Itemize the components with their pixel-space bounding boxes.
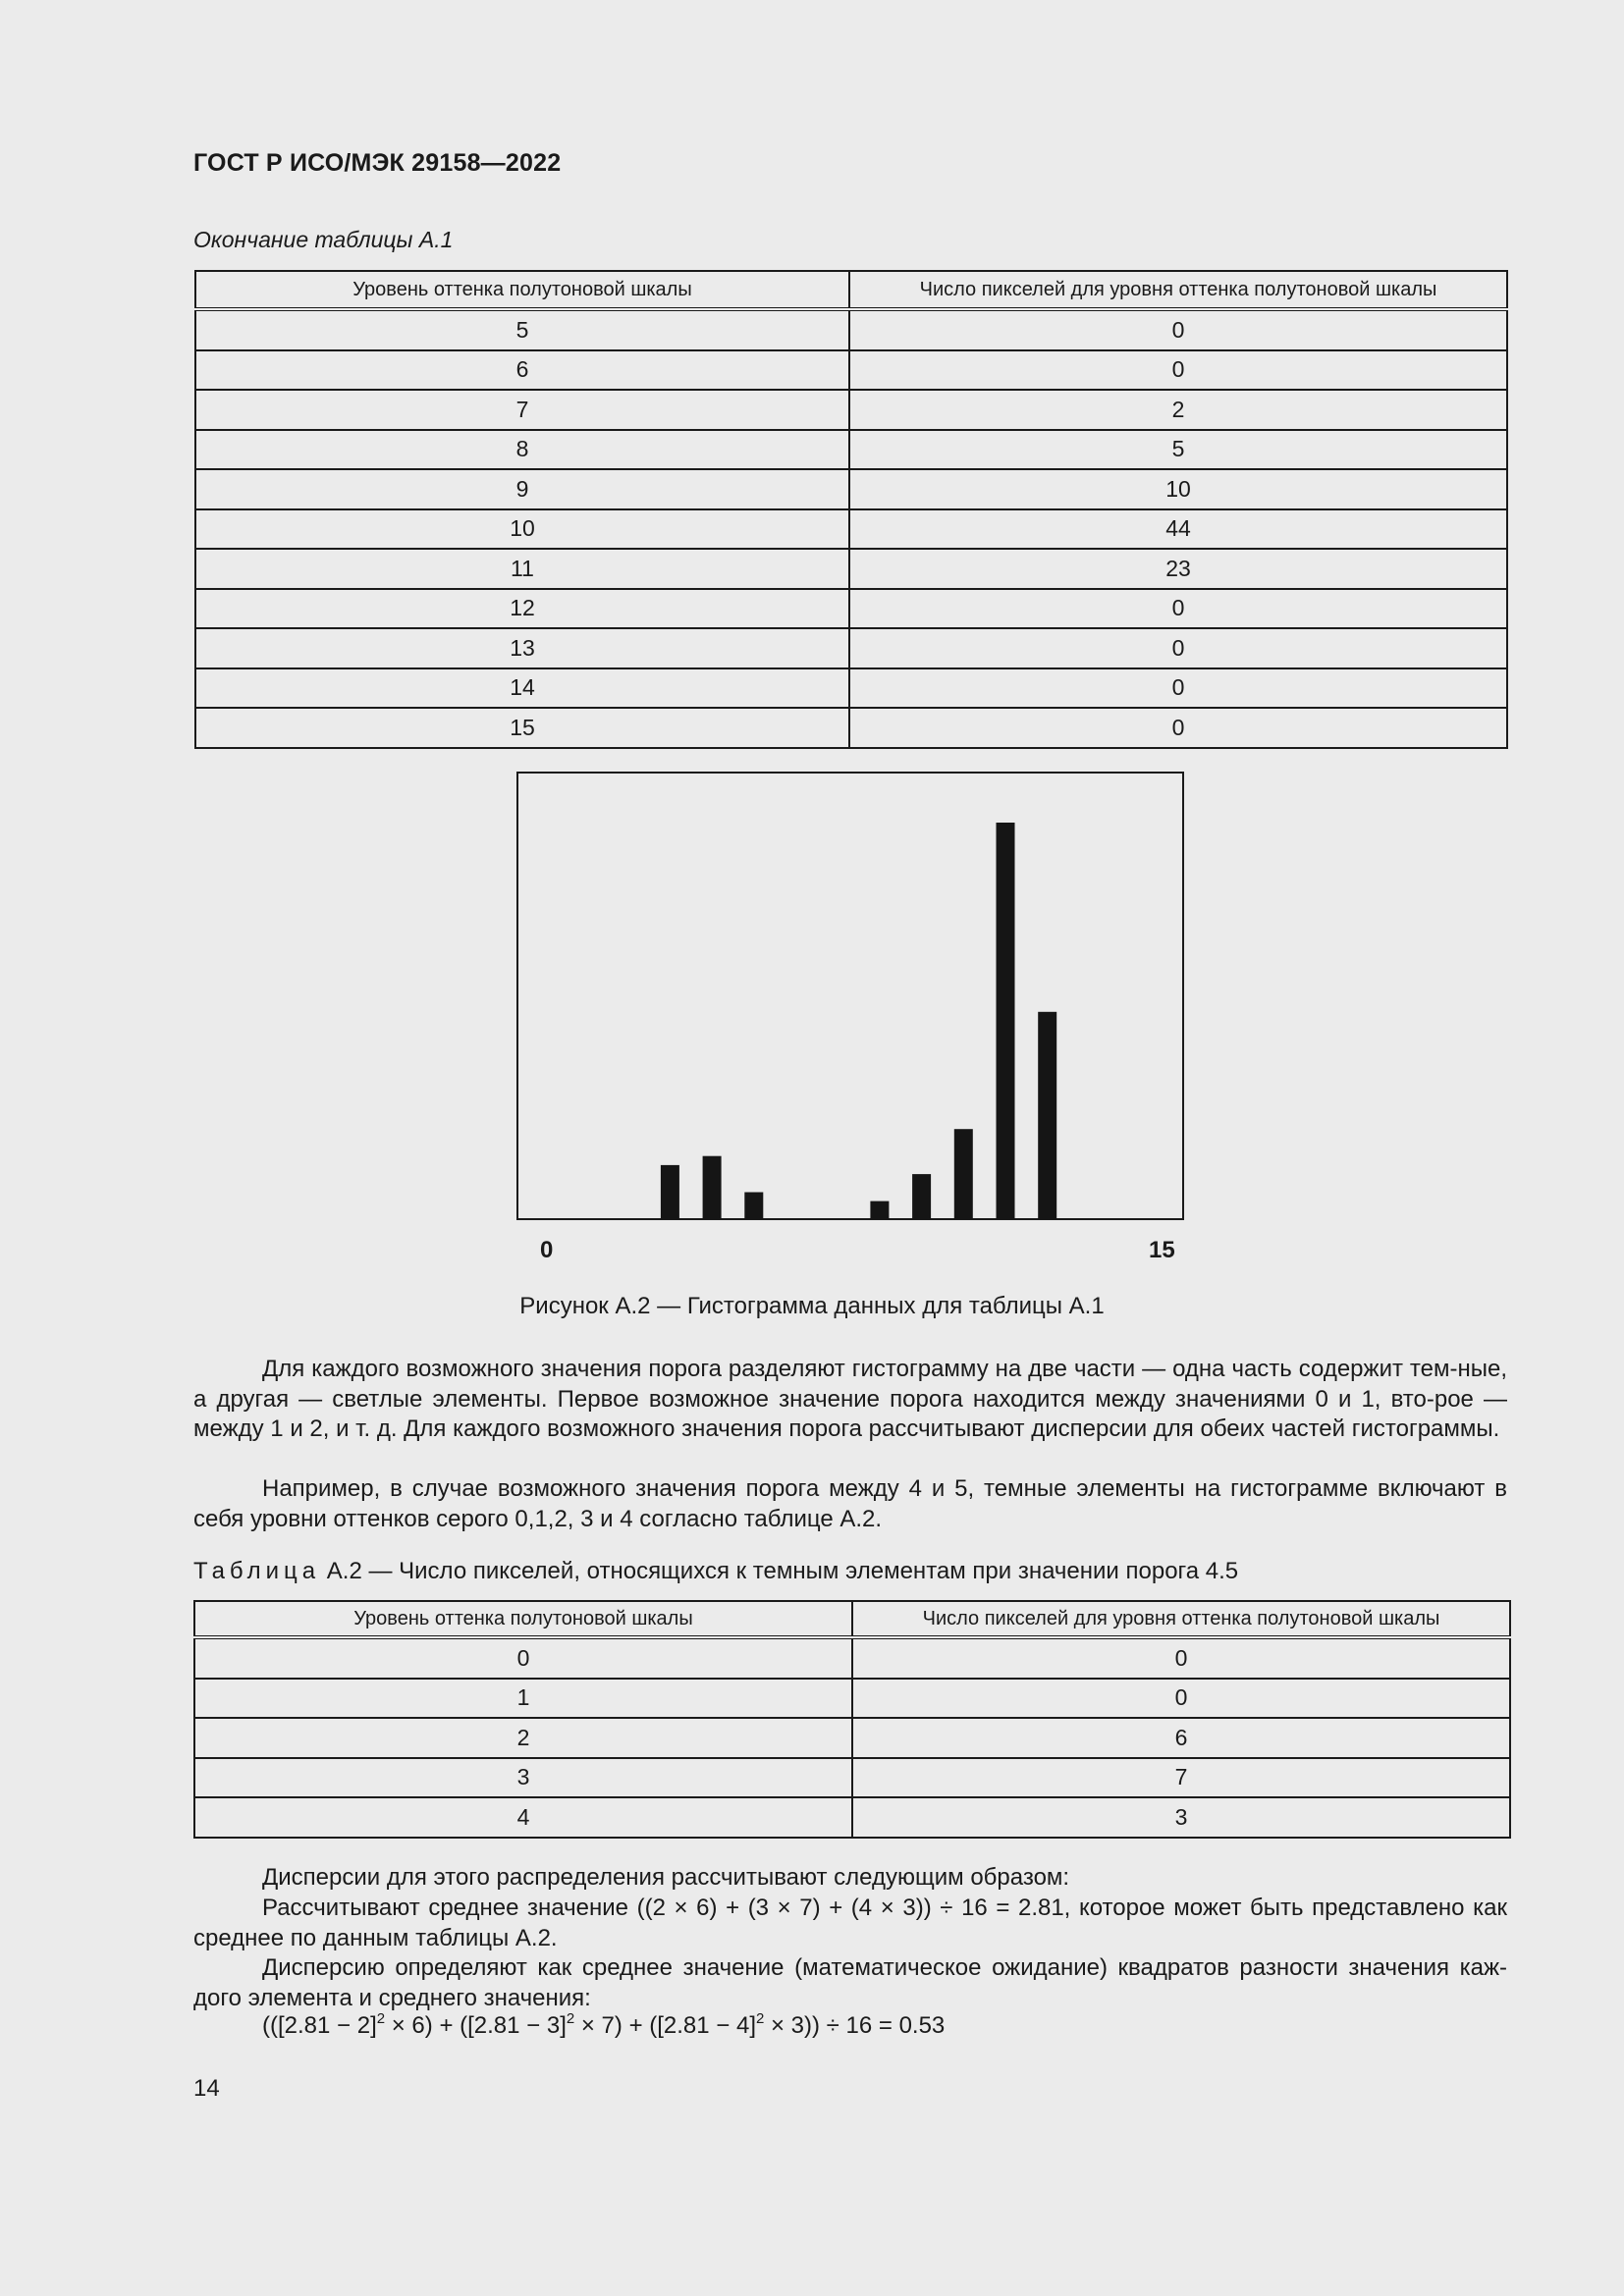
table1-cell-count: 44 — [849, 509, 1507, 550]
table2-cell-level: 0 — [194, 1637, 852, 1679]
histogram-bar-level-7 — [870, 1201, 889, 1219]
table1-header-count: Число пикселей для уровня оттенка полутоновой шкалы — [849, 271, 1507, 309]
table1-cell-level: 9 — [195, 469, 849, 509]
table1-cell-level: 8 — [195, 430, 849, 470]
formula-part-b: × 6) + ([2.81 − 3] — [385, 2012, 567, 2039]
formula-part-a: (([2.81 − 2] — [262, 2012, 377, 2039]
table2-caption — [193, 1558, 1238, 1585]
paragraph-mean — [193, 1894, 1507, 1953]
table2-row — [194, 1679, 1510, 1719]
formula-exponent-c: 2 — [755, 2010, 765, 2027]
table1-cell-level: 5 — [195, 309, 849, 350]
table1-cell-level: 10 — [195, 509, 849, 550]
formula-part-d: × 3)) ÷ 16 = 0.53 — [764, 2012, 946, 2039]
table1-header-level: Уровень оттенка полутоновой шкалы — [195, 271, 849, 309]
table1-row — [195, 628, 1507, 668]
table1-cell-level: 14 — [195, 668, 849, 709]
table1-row — [195, 350, 1507, 391]
histogram-bar-level-11 — [1038, 1012, 1056, 1219]
paragraph-mean-text: Рассчитывают среднее значение ((2 × 6) + (3 × 7) + (4 × 3)) ÷ 16 = 2.81, которое может быть представлено как среднее по данным таблицы А.2. — [193, 1895, 1507, 1951]
table1-cell-count: 5 — [849, 430, 1507, 470]
table1-cell-level: 6 — [195, 350, 849, 391]
table1-cell-count: 0 — [849, 589, 1507, 629]
table1-cell-level: 15 — [195, 708, 849, 748]
table1-row — [195, 708, 1507, 748]
table1-row — [195, 509, 1507, 550]
histogram-bar-level-8 — [912, 1174, 931, 1219]
table1-cell-count: 0 — [849, 350, 1507, 391]
table1-cell-count: 0 — [849, 708, 1507, 748]
table2-header-level: Уровень оттенка полутоновой шкалы — [194, 1601, 852, 1637]
histogram-bar-level-4 — [744, 1193, 763, 1220]
table2-cell-count: 0 — [852, 1679, 1510, 1719]
table1-cell-count: 10 — [849, 469, 1507, 509]
table1-cell-count: 23 — [849, 549, 1507, 589]
formula-exponent-a: 2 — [376, 2010, 386, 2027]
x-tick-label-min: 0 — [540, 1237, 554, 1263]
paragraph-example-text: Например, в случае возможного значения порога между 4 и 5, темные элементы на гистограмме включают в себя уровни оттенков серого 0,1,2, 3 и 4 согласно таблице А.2. — [193, 1475, 1507, 1532]
table1-cell-count: 2 — [849, 390, 1507, 430]
table1-row — [195, 589, 1507, 629]
table1-cell-count: 0 — [849, 628, 1507, 668]
table2 — [193, 1600, 1511, 1839]
paragraph-dispersion-intro — [193, 1863, 1507, 1894]
table2-cell-level: 3 — [194, 1758, 852, 1798]
paragraph-example — [193, 1474, 1507, 1534]
histogram-bar-level-10 — [997, 823, 1015, 1219]
formula-part-c: × 7) + ([2.81 − 4] — [574, 2012, 756, 2039]
table1-cell-count: 0 — [849, 309, 1507, 350]
table1-cell-level: 11 — [195, 549, 849, 589]
table1-cell-level: 7 — [195, 390, 849, 430]
x-tick-label-max: 15 — [1149, 1237, 1175, 1263]
table2-row — [194, 1797, 1510, 1838]
table1-row — [195, 469, 1507, 509]
table2-cell-count: 0 — [852, 1637, 1510, 1679]
table1-cell-level: 12 — [195, 589, 849, 629]
histogram-bar-level-9 — [954, 1129, 973, 1219]
paragraph-threshold-text: Для каждого возможного значения порога разделяют гистограмму на две части — одна часть содержит тем-ные, а другая — светлые элементы. Первое возможное значение порога находится между значениями 0 и 1, вто-рое — между 1 и 2, и т. д. Для каждого возможного значения порога рассчитывают дисперсии для обеих частей гистограммы. — [193, 1356, 1507, 1442]
table2-cell-count: 7 — [852, 1758, 1510, 1798]
table1-row — [195, 430, 1507, 470]
chart-frame — [517, 773, 1183, 1219]
table2-cell-count: 3 — [852, 1797, 1510, 1838]
table1-row — [195, 309, 1507, 350]
paragraph-variance-def-text: Дисперсию определяют как среднее значение (математическое ожидание) квадратов разности значения каж-дого элемента и среднего значения: — [193, 1954, 1507, 2011]
table2-cell-level: 2 — [194, 1718, 852, 1758]
table2-header-count: Число пикселей для уровня оттенка полутоновой шкалы — [852, 1601, 1510, 1637]
figure-caption: Рисунок А.2 — Гистограмма данных для таблицы А.1 — [519, 1293, 1105, 1319]
table1-row — [195, 549, 1507, 589]
paragraph-variance-def — [193, 1953, 1507, 2013]
table2-caption-text: А.2 — Число пикселей, относящихся к темным элементам при значении порога 4.5 — [326, 1558, 1239, 1584]
table2-row — [194, 1637, 1510, 1679]
table1-row — [195, 668, 1507, 709]
variance-formula — [262, 2012, 945, 2040]
histogram-bar-level-2 — [661, 1165, 679, 1219]
table2-row — [194, 1758, 1510, 1798]
table2-cell-count: 6 — [852, 1718, 1510, 1758]
table1-cell-count: 0 — [849, 668, 1507, 709]
paragraph-dispersion-intro-text: Дисперсии для этого распределения рассчитывают следующим образом: — [262, 1864, 1070, 1891]
histogram-chart — [511, 766, 1198, 1276]
table2-cell-level: 1 — [194, 1679, 852, 1719]
table1-caption: Окончание таблицы А.1 — [193, 227, 454, 252]
table2-row — [194, 1718, 1510, 1758]
table1-row — [195, 390, 1507, 430]
document-header: ГОСТ Р ИСО/МЭК 29158—2022 — [193, 149, 562, 177]
formula-exponent-b: 2 — [566, 2010, 575, 2027]
table1-cell-level: 13 — [195, 628, 849, 668]
table1 — [194, 270, 1508, 749]
page-number: 14 — [193, 2075, 220, 2102]
histogram-bar-level-3 — [703, 1156, 722, 1219]
table2-cell-level: 4 — [194, 1797, 852, 1838]
table2-caption-prefix: Таблица — [193, 1558, 321, 1584]
paragraph-threshold — [193, 1355, 1507, 1445]
